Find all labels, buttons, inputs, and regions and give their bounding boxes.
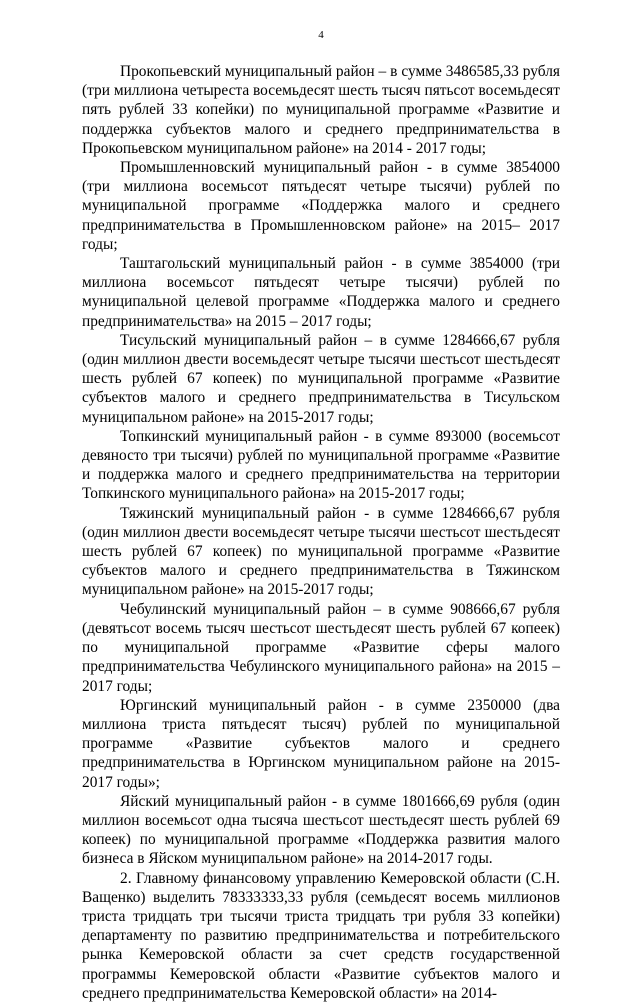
paragraph-tisulsky: Тисульский муниципальный район – в сумме 1284666,67 рубля (один миллион двести восемьдесят четыре тысячи шестьсот шестьдесят шесть рублей 67 копеек) по муниципальной программе «Развитие субъектов малого и среднего предпринимательства в Тисульском муниципальном районе» на 2015-2017 годы;	[82, 331, 560, 426]
paragraph-promyshlennovsky: Промышленновский муниципальный район - в сумме 3854000 (три миллиона восемьсот пятьдесят четыре тысячи) рублей по муниципальной программе «Поддержка малого и среднего предпринимательства в Промышленновском районе» на 2015– 2017 годы;	[82, 159, 560, 253]
paragraph-tashtagolsky: Таштагольский муниципальный район - в сумме 3854000 (три миллиона восемьсот пятьдесят четыре тысячи) рублей по муниципальной целевой программе «Поддержка малого и среднего предпринимательства» на 2015 – 2017 годы;	[82, 255, 560, 330]
document-page	[82, 28, 560, 1003]
paragraph-tyazhinsky: Тяжинский муниципальный район - в сумме 1284666,67 рубля (один миллион двести восемьдесят четыре тысячи шестьсот шестьдесят шесть рублей 67 копеек) по муниципальной программе «Развитие субъектов малого и среднего предпринимательства в Тяжинском муниципальном районе» на 2015-2017 годы;	[82, 504, 560, 599]
paragraph-prokopyevsky: Прокопьевский муниципальный район – в сумме 3486585,33 рубля (три миллиона четыреста восемьдесят шесть тысяч пятьсот восемьдесят пять рублей 33 копейки) по муниципальной программе «Развитие и поддержка субъектов малого и среднего предпринимательства в Прокопьевском муниципальном районе» на 2014 - 2017 годы;	[82, 63, 560, 157]
paragraph-yurginsky: Юргинский муниципальный район - в сумме 2350000 (два миллиона триста пятьдесят тысяч) рублей по муниципальной программе «Развитие субъектов малого и среднего предпринимательства в Юргинском муниципальном районе на 2015-2017 годы»;	[82, 696, 560, 791]
paragraph-yaysky: Яйский муниципальный район - в сумме 1801666,69 рубля (один миллион восемьсот одна тысяча шестьсот шестьдесят шесть рублей 69 копеек) по муниципальной программе «Поддержка развития малого бизнеса в Яйском муниципальном районе» на 2014-2017 годы.	[82, 792, 560, 868]
page-number: 4	[318, 29, 324, 41]
paragraph-topkinsky: Топкинский муниципальный район - в сумме 893000 (восемьсот девяносто три тысячи) рублей по муниципальной программе «Развитие и поддержка малого и среднего предпринимательства на территории Топкинского муниципального района» на 2015-2017 годы;	[82, 427, 560, 503]
paragraph-item-2: 2. Главному финансовому управлению Кемеровской области (С.Н. Ващенко) выделить 78333333,33 рубля (семьдесят восемь миллионов триста тридцать три тысячи триста тридцать три рубля 33 копейки) департаменту по развитию предпринимательства и потребительского рынка Кемеровской области за счет средств государственной программы Кемеровской области «Развитие субъектов малого и среднего предпринимательства Кемеровской области» на 2014-	[82, 869, 560, 1002]
paragraph-chebulinsky: Чебулинский муниципальный район – в сумме 908666,67 рубля (девятьсот восемь тысяч шестьсот шестьдесят шесть рублей 67 копеек) по муниципальной программе «Развитие сферы малого предпринимательства Чебулинского муниципального района» на 2015 – 2017 годы;	[82, 600, 560, 695]
